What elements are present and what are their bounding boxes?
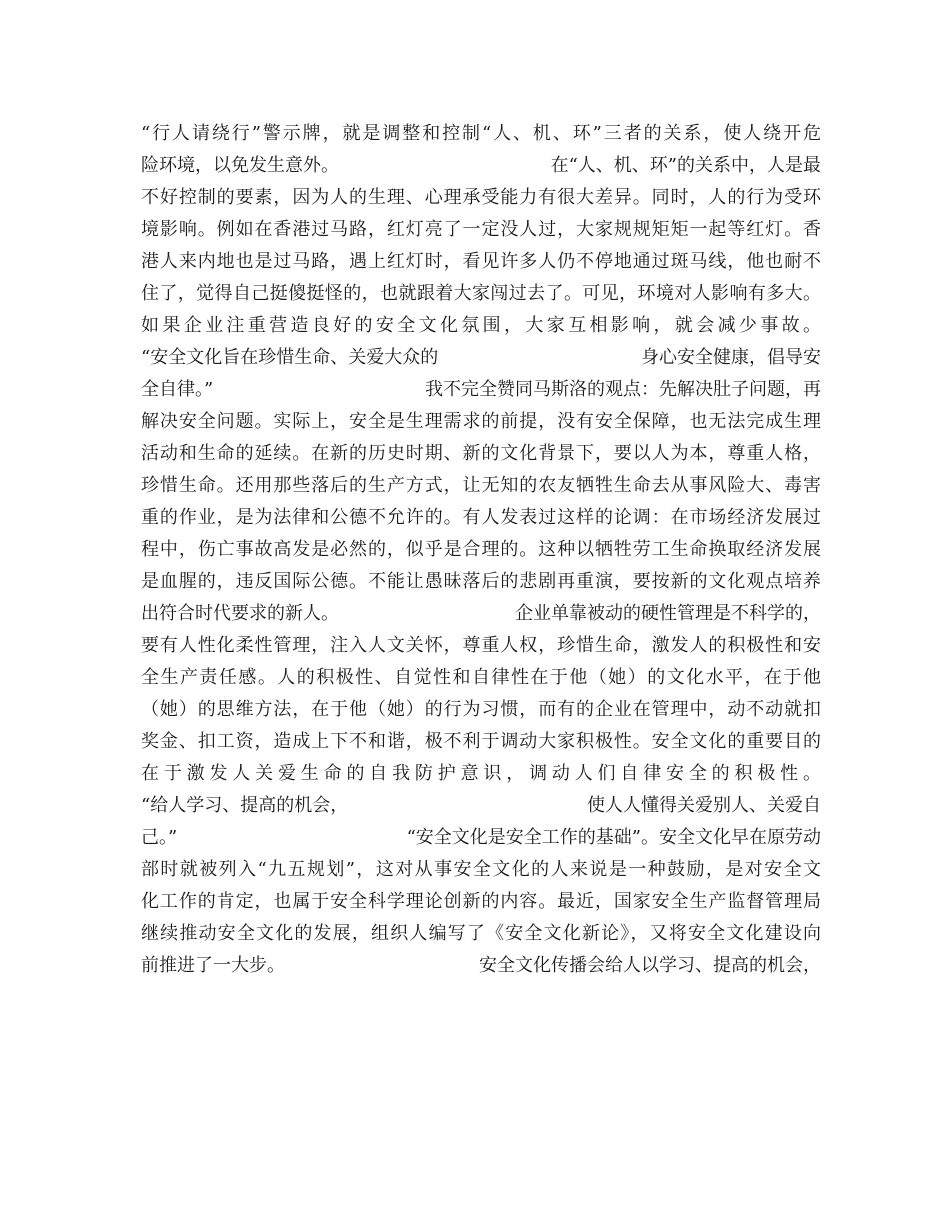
text-line: 珍惜生命。还用那些落后的生产方式，让无知的农友牺牲生命去从事风险大、毒害: [141, 475, 821, 496]
text-line-left: “安全文化旨在珍惜生命、关爱大众的: [141, 347, 439, 368]
text-line-left: 险环境，以免发生意外。: [141, 155, 339, 176]
text-line: 重的作业，是为法律和公德不允许的。有人发表过这样的论调：在市场经济发展过: [141, 507, 821, 528]
text-line: [141, 374, 821, 406]
text-line: 不好控制的要素，因为人的生理、心理承受能力有很大差异。同时，人的行为受环: [141, 187, 821, 208]
text-line-right: 安全文化传播会给人以学习、提高的机会，: [479, 955, 821, 976]
text-line: 住了，觉得自己挺傻挺怪的，也就跟着大家闯过去了。可见，环境对人影响有多大。: [141, 283, 821, 304]
text-line: [141, 950, 821, 982]
text-line-left: 出符合时代要求的新人。: [141, 603, 339, 624]
text-line: 港人来内地也是过马路，遇上红灯时，看见许多人仍不停地通过斑马线，他也耐不: [141, 251, 821, 272]
text-line: 化工作的肯定，也属于安全科学理论创新的内容。最近，国家安全生产监督管理局: [141, 891, 821, 912]
body-text: [141, 118, 821, 982]
text-line: 部时就被列入“九五规划”，这对从事安全文化的人来说是一种鼓励，是对安全文: [141, 859, 821, 880]
text-line: [141, 822, 821, 854]
text-line: 程中，伤亡事故高发是必然的，似乎是合理的。这种以牺牲劳工生命换取经济发展: [141, 539, 821, 560]
text-line: [141, 342, 821, 374]
text-line-right: 身心安全健康，倡导安: [641, 347, 821, 368]
text-line: 境影响。例如在香港过马路，红灯亮了一定没人过，大家规规矩矩一起等红灯。香: [141, 219, 821, 240]
text-line: 如果企业注重营造良好的安全文化氛围，大家互相影响，就会减少事故。: [141, 315, 821, 336]
text-line: 活动和生命的延续。在新的历史时期、新的文化背景下，要以人为本，尊重人格，: [141, 443, 821, 464]
text-line: 是血腥的，违反国际公德。不能让愚昧落后的悲剧再重演，要按新的文化观点培养: [141, 571, 821, 592]
text-line: （她）的思维方法，在于他（她）的行为习惯，而有的企业在管理中，动不动就扣: [141, 699, 821, 720]
text-line-right: 在“人、机、环”的关系中，人是最: [550, 155, 821, 176]
text-line: [141, 790, 821, 822]
text-line-right: 我不完全赞同马斯洛的观点：先解决肚子问题，再: [425, 379, 821, 400]
text-line: 奖金、扣工资，造成上下不和谐，极不利于调动大家积极性。安全文化的重要目的: [141, 731, 821, 752]
text-line-left: 前推进了一大步。: [141, 955, 285, 976]
text-line: 继续推动安全文化的发展，组织人编写了《安全文化新论》，又将安全文化建设向: [141, 923, 821, 944]
text-line-left: 全自律。”: [141, 379, 214, 400]
text-line: [141, 598, 821, 630]
text-line-right: 企业单靠被动的硬性管理是不科学的，: [515, 603, 821, 624]
text-line-left: 己。”: [141, 827, 178, 848]
text-line: 解决安全问题。实际上，安全是生理需求的前提，没有安全保障，也无法完成生理: [141, 411, 821, 432]
text-line: 全生产责任感。人的积极性、自觉性和自律性在于他（她）的文化水平，在于他: [141, 667, 821, 688]
text-line: 要有人性化柔性管理，注入人文关怀，尊重人权，珍惜生命，激发人的积极性和安: [141, 635, 821, 656]
text-line-right: 使人人懂得关爱别人、关爱自: [587, 795, 821, 816]
text-line: [141, 150, 821, 182]
text-line-right: “安全文化是安全工作的基础”。安全文化早在原劳动: [406, 827, 821, 848]
text-line-left: “给人学习、提高的机会，: [141, 795, 349, 816]
text-line: “行人请绕行”警示牌，就是调整和控制“人、机、环”三者的关系，使人绕开危: [141, 123, 821, 144]
text-line: 在于激发人关爱生命的自我防护意识，调动人们自律安全的积极性。: [141, 763, 821, 784]
